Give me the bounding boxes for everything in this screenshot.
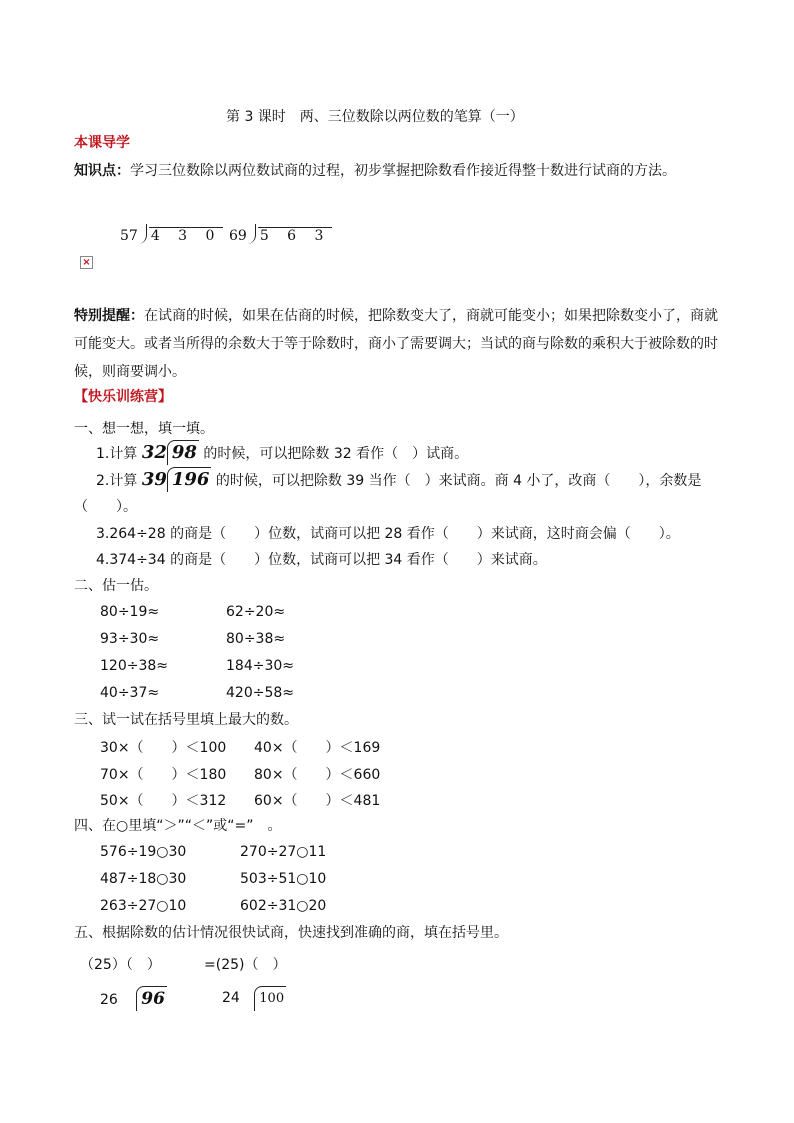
- max-number-item: 40×（ ）＜169: [254, 740, 381, 756]
- q1-suffix: 的时候，可以把除数 32 看作（ ）试商。: [203, 446, 469, 462]
- guide-heading: 本课导学: [74, 135, 130, 151]
- example-division-2: [229, 224, 332, 244]
- reminder-label: 特别提醒：: [74, 308, 144, 324]
- estimate-item: 184÷30≈: [226, 658, 294, 674]
- reminder-paragraph: [74, 302, 724, 386]
- knowledge-label: 知识点：: [74, 163, 130, 179]
- q2-dividend: 196: [167, 467, 212, 492]
- estimate-item: 62÷20≈: [226, 604, 286, 620]
- compare-item: 576÷19○30: [100, 844, 187, 860]
- section1-q3: 3.264÷28 的商是（ ）位数，试商可以把 28 看作（ ）来试商，这时商会偏（ ）。: [96, 526, 680, 542]
- final-divisor: 26: [100, 992, 118, 1008]
- estimate-item: 80÷19≈: [100, 604, 160, 620]
- reminder-text: 在试商的时候，如果在估商的时候，把除数变大了，商就可能变小；如果把除数变小了，商就可能变大。或者当所得的余数大于等于除数时，商小了需要调大；当试的商与除数的乘积大于被除数的时候，则商要调小。: [74, 308, 718, 380]
- division-bracket: [138, 224, 224, 244]
- section1-q1: [96, 440, 468, 466]
- estimate-item: 40÷37≈: [100, 685, 160, 701]
- q1-divisor: 32: [141, 442, 167, 463]
- practice-heading: 【快乐训练营】: [74, 389, 172, 405]
- section1-q4: 4.374÷34 的商是（ ）位数，试商可以把 34 看作（ ）来试商。: [96, 552, 547, 568]
- max-number-item: 60×（ ）＜481: [254, 793, 381, 809]
- example-divisor: 57: [120, 228, 138, 244]
- section1-q2-cont: （ ）。: [74, 499, 137, 515]
- page-title: 第 3 课时 两、三位数除以两位数的笔算（一）: [226, 109, 524, 125]
- estimate-item: 420÷58≈: [226, 685, 294, 701]
- section2-heading: 二、估一估。: [74, 578, 158, 594]
- final-dividend: 96: [136, 986, 167, 1011]
- final-divisor: 24: [222, 990, 240, 1006]
- knowledge-paragraph: [74, 157, 724, 185]
- estimate-item: 93÷30≈: [100, 631, 160, 647]
- q1-prefix: 1.计算: [96, 446, 138, 462]
- max-number-item: 80×（ ）＜660: [254, 767, 381, 783]
- section1-q2: [96, 467, 701, 493]
- final-division-1: [100, 986, 167, 1012]
- estimate-item: 120÷38≈: [100, 658, 168, 674]
- compare-item: 270÷27○11: [240, 844, 327, 860]
- example-dividend: 5 6 3: [259, 228, 331, 244]
- compare-item: 487÷18○30: [100, 871, 187, 887]
- broken-image-icon: ×: [80, 256, 93, 269]
- section1-heading: 一、想一想，填一填。: [74, 421, 214, 437]
- final-dividend: 100: [254, 986, 286, 1011]
- example-dividend: 4 3 0: [150, 228, 222, 244]
- compare-item: 503÷51○10: [240, 871, 327, 887]
- final-division-2: [222, 986, 286, 1011]
- hint-quotient-2: =(25)（ ）: [204, 957, 287, 973]
- q2-divisor: 39: [141, 469, 167, 490]
- section3-heading: 三、试一试在括号里填上最大的数。: [74, 712, 298, 728]
- section5-heading: 五、根据除数的估计情况很快试商，快速找到准确的商，填在括号里。: [74, 925, 508, 941]
- q2-suffix: 的时候，可以把除数 39 当作（ ）来试商。商 4 小了，改商（ ），余数是: [215, 473, 702, 489]
- division-bracket: [247, 224, 333, 244]
- example-divisor: 69: [229, 228, 247, 244]
- knowledge-text: 学习三位数除以两位数试商的过程，初步掌握把除数看作接近得整十数进行试商的方法。: [130, 163, 676, 179]
- example-division-1: [120, 224, 223, 244]
- max-number-item: 30×（ ）＜100: [100, 740, 227, 756]
- compare-item: 263÷27○10: [100, 898, 187, 914]
- q1-dividend: 98: [167, 440, 199, 465]
- section4-heading: 四、在○里填“＞”“＜”或“=” 。: [74, 818, 282, 834]
- max-number-item: 50×（ ）＜312: [100, 793, 227, 809]
- hint-quotient-1: （25）（ ）: [80, 957, 161, 973]
- q2-prefix: 2.计算: [96, 473, 138, 489]
- max-number-item: 70×（ ）＜180: [100, 767, 227, 783]
- estimate-item: 80÷38≈: [226, 631, 286, 647]
- compare-item: 602÷31○20: [240, 898, 327, 914]
